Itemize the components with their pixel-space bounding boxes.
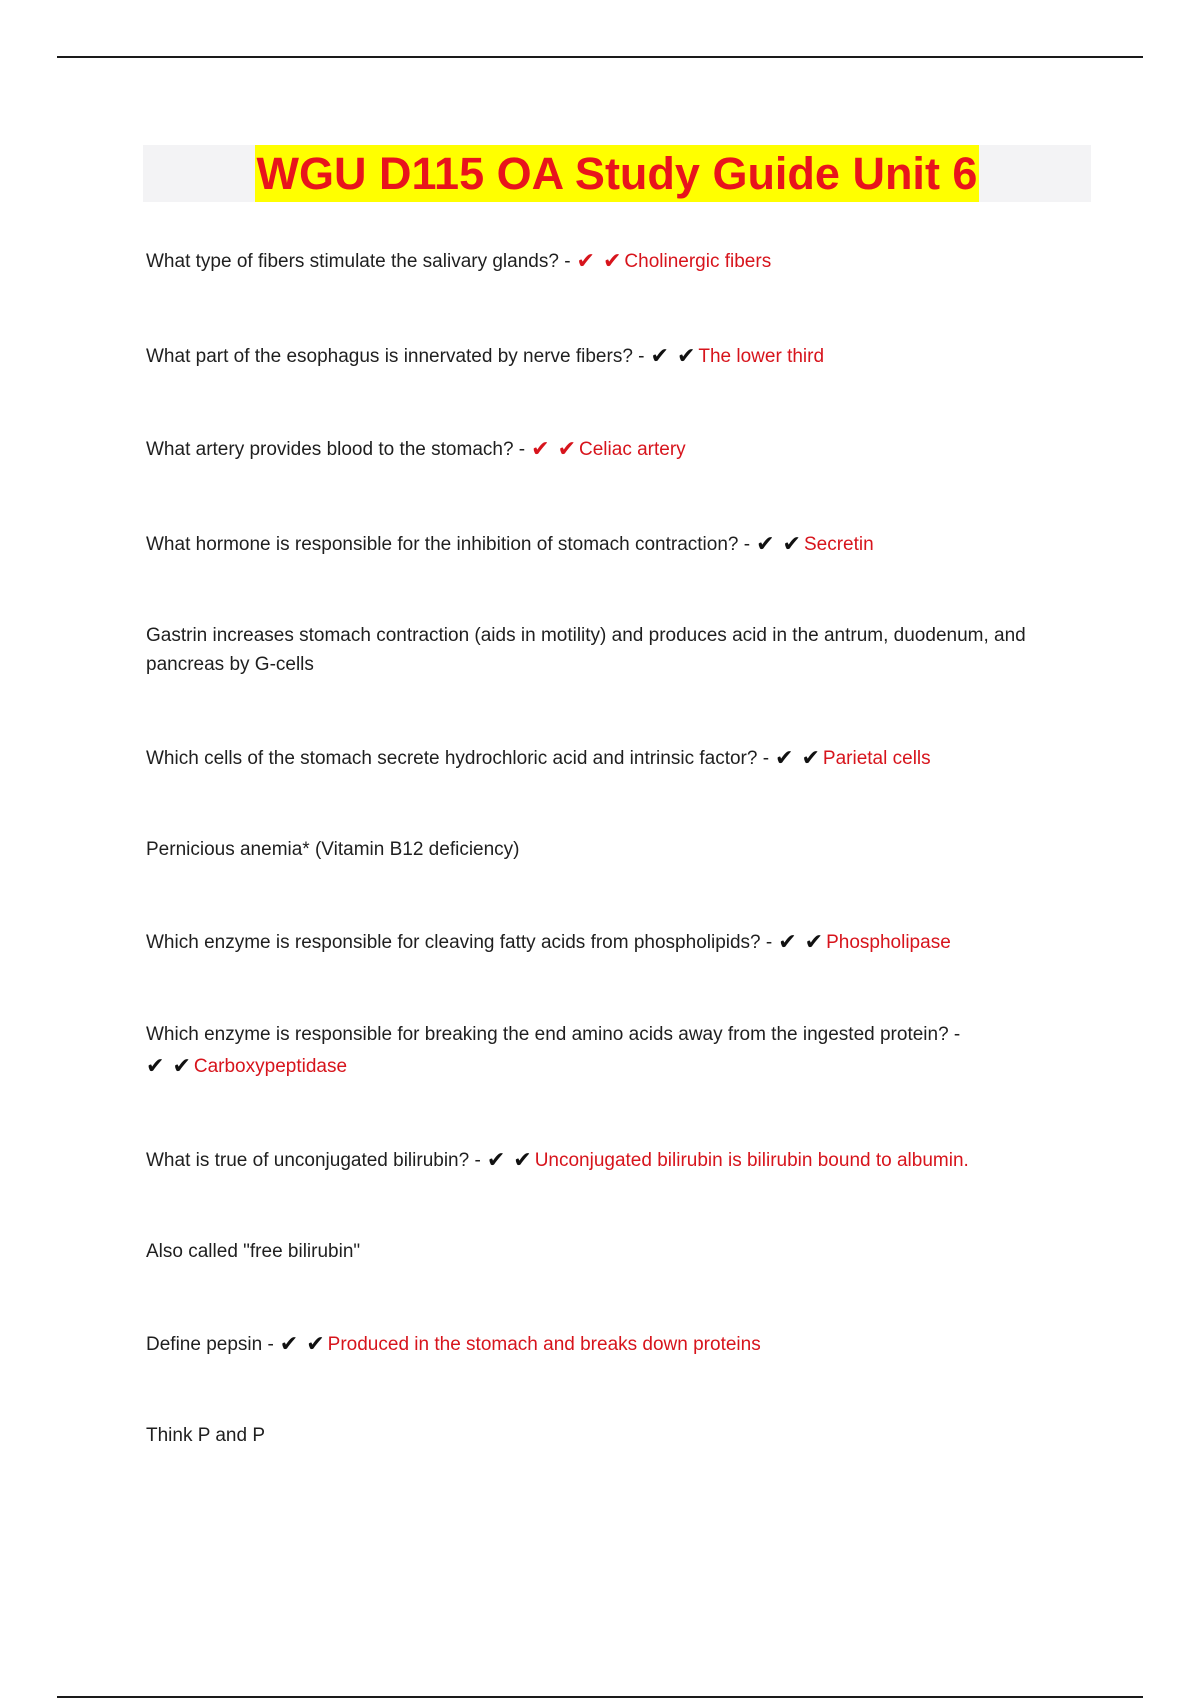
question-text: What is true of unconjugated bilirubin? - xyxy=(146,1150,481,1171)
check-icon: ✔ xyxy=(801,746,820,771)
question-text: What type of fibers stimulate the salivary glands? - xyxy=(146,251,571,272)
answer-text: Phospholipase xyxy=(826,932,951,953)
check-icon: ✔ xyxy=(602,249,622,274)
question-text: Define pepsin - xyxy=(146,1334,274,1355)
qa-item xyxy=(146,342,1066,371)
answer-text: Produced in the stomach and breaks down proteins xyxy=(327,1334,761,1355)
document-title: WGU D115 OA Study Guide Unit 6 xyxy=(255,145,980,202)
bottom-rule xyxy=(57,1696,1143,1698)
check-icon: ✔ xyxy=(650,344,669,369)
qa-item xyxy=(146,1330,1066,1359)
question-text: What hormone is responsible for the inhibition of stomach contraction? - xyxy=(146,534,751,555)
qa-item xyxy=(146,1019,1066,1083)
check-icon: ✔ xyxy=(486,1148,506,1173)
check-icon: ✔ xyxy=(775,746,794,771)
qa-item xyxy=(146,928,1066,957)
check-icon: ✔ xyxy=(306,1332,325,1357)
answer-text: The lower third xyxy=(698,346,825,367)
answer-text: Carboxypeptidase xyxy=(193,1056,348,1077)
answer-text: Celiac artery xyxy=(579,439,686,460)
note-text: Pernicious anemia* (Vitamin B12 deficiency) xyxy=(146,839,520,860)
title-band xyxy=(143,145,1091,202)
answer-text: Unconjugated bilirubin is bilirubin bound to albumin. xyxy=(534,1150,969,1171)
top-rule xyxy=(57,56,1143,58)
question-text: Which enzyme is responsible for breaking the end amino acids away from the ingested protein? - xyxy=(146,1024,961,1045)
answer-text: Secretin xyxy=(803,534,874,555)
check-icon: ✔ xyxy=(576,249,595,274)
check-icon: ✔ xyxy=(146,1054,165,1079)
note-text: Think P and P xyxy=(146,1425,266,1446)
check-icon: ✔ xyxy=(804,930,824,955)
check-icon: ✔ xyxy=(531,437,550,462)
check-icon: ✔ xyxy=(279,1332,299,1357)
note-item xyxy=(146,621,1076,679)
check-icon: ✔ xyxy=(172,1054,191,1079)
qa-item xyxy=(146,744,1066,773)
note-text: Gastrin increases stomach contraction (aids in motility) and produces acid in the antrum, duodenum, and pancreas by G-cells xyxy=(146,625,1026,675)
qa-item xyxy=(146,435,1066,464)
question-text: What part of the esophagus is innervated by nerve fibers? - xyxy=(146,346,645,367)
note-item xyxy=(146,1237,1066,1266)
question-text: Which enzyme is responsible for cleaving fatty acids from phospholipids? - xyxy=(146,932,773,953)
note-text: Also called "free bilirubin" xyxy=(146,1241,361,1262)
qa-item xyxy=(146,247,1066,276)
check-icon: ✔ xyxy=(782,532,801,557)
check-icon: ✔ xyxy=(557,437,577,462)
question-text: What artery provides blood to the stomach? - xyxy=(146,439,526,460)
check-icon: ✔ xyxy=(756,532,775,557)
answer-text: Cholinergic fibers xyxy=(624,251,772,272)
qa-item xyxy=(146,530,1066,559)
check-icon: ✔ xyxy=(513,1148,532,1173)
note-item xyxy=(146,835,1066,864)
check-icon: ✔ xyxy=(676,344,696,369)
note-item xyxy=(146,1421,1066,1450)
qa-item xyxy=(146,1146,1066,1175)
check-icon: ✔ xyxy=(778,930,797,955)
question-text: Which cells of the stomach secrete hydrochloric acid and intrinsic factor? - xyxy=(146,748,770,769)
answer-text: Parietal cells xyxy=(822,748,931,769)
